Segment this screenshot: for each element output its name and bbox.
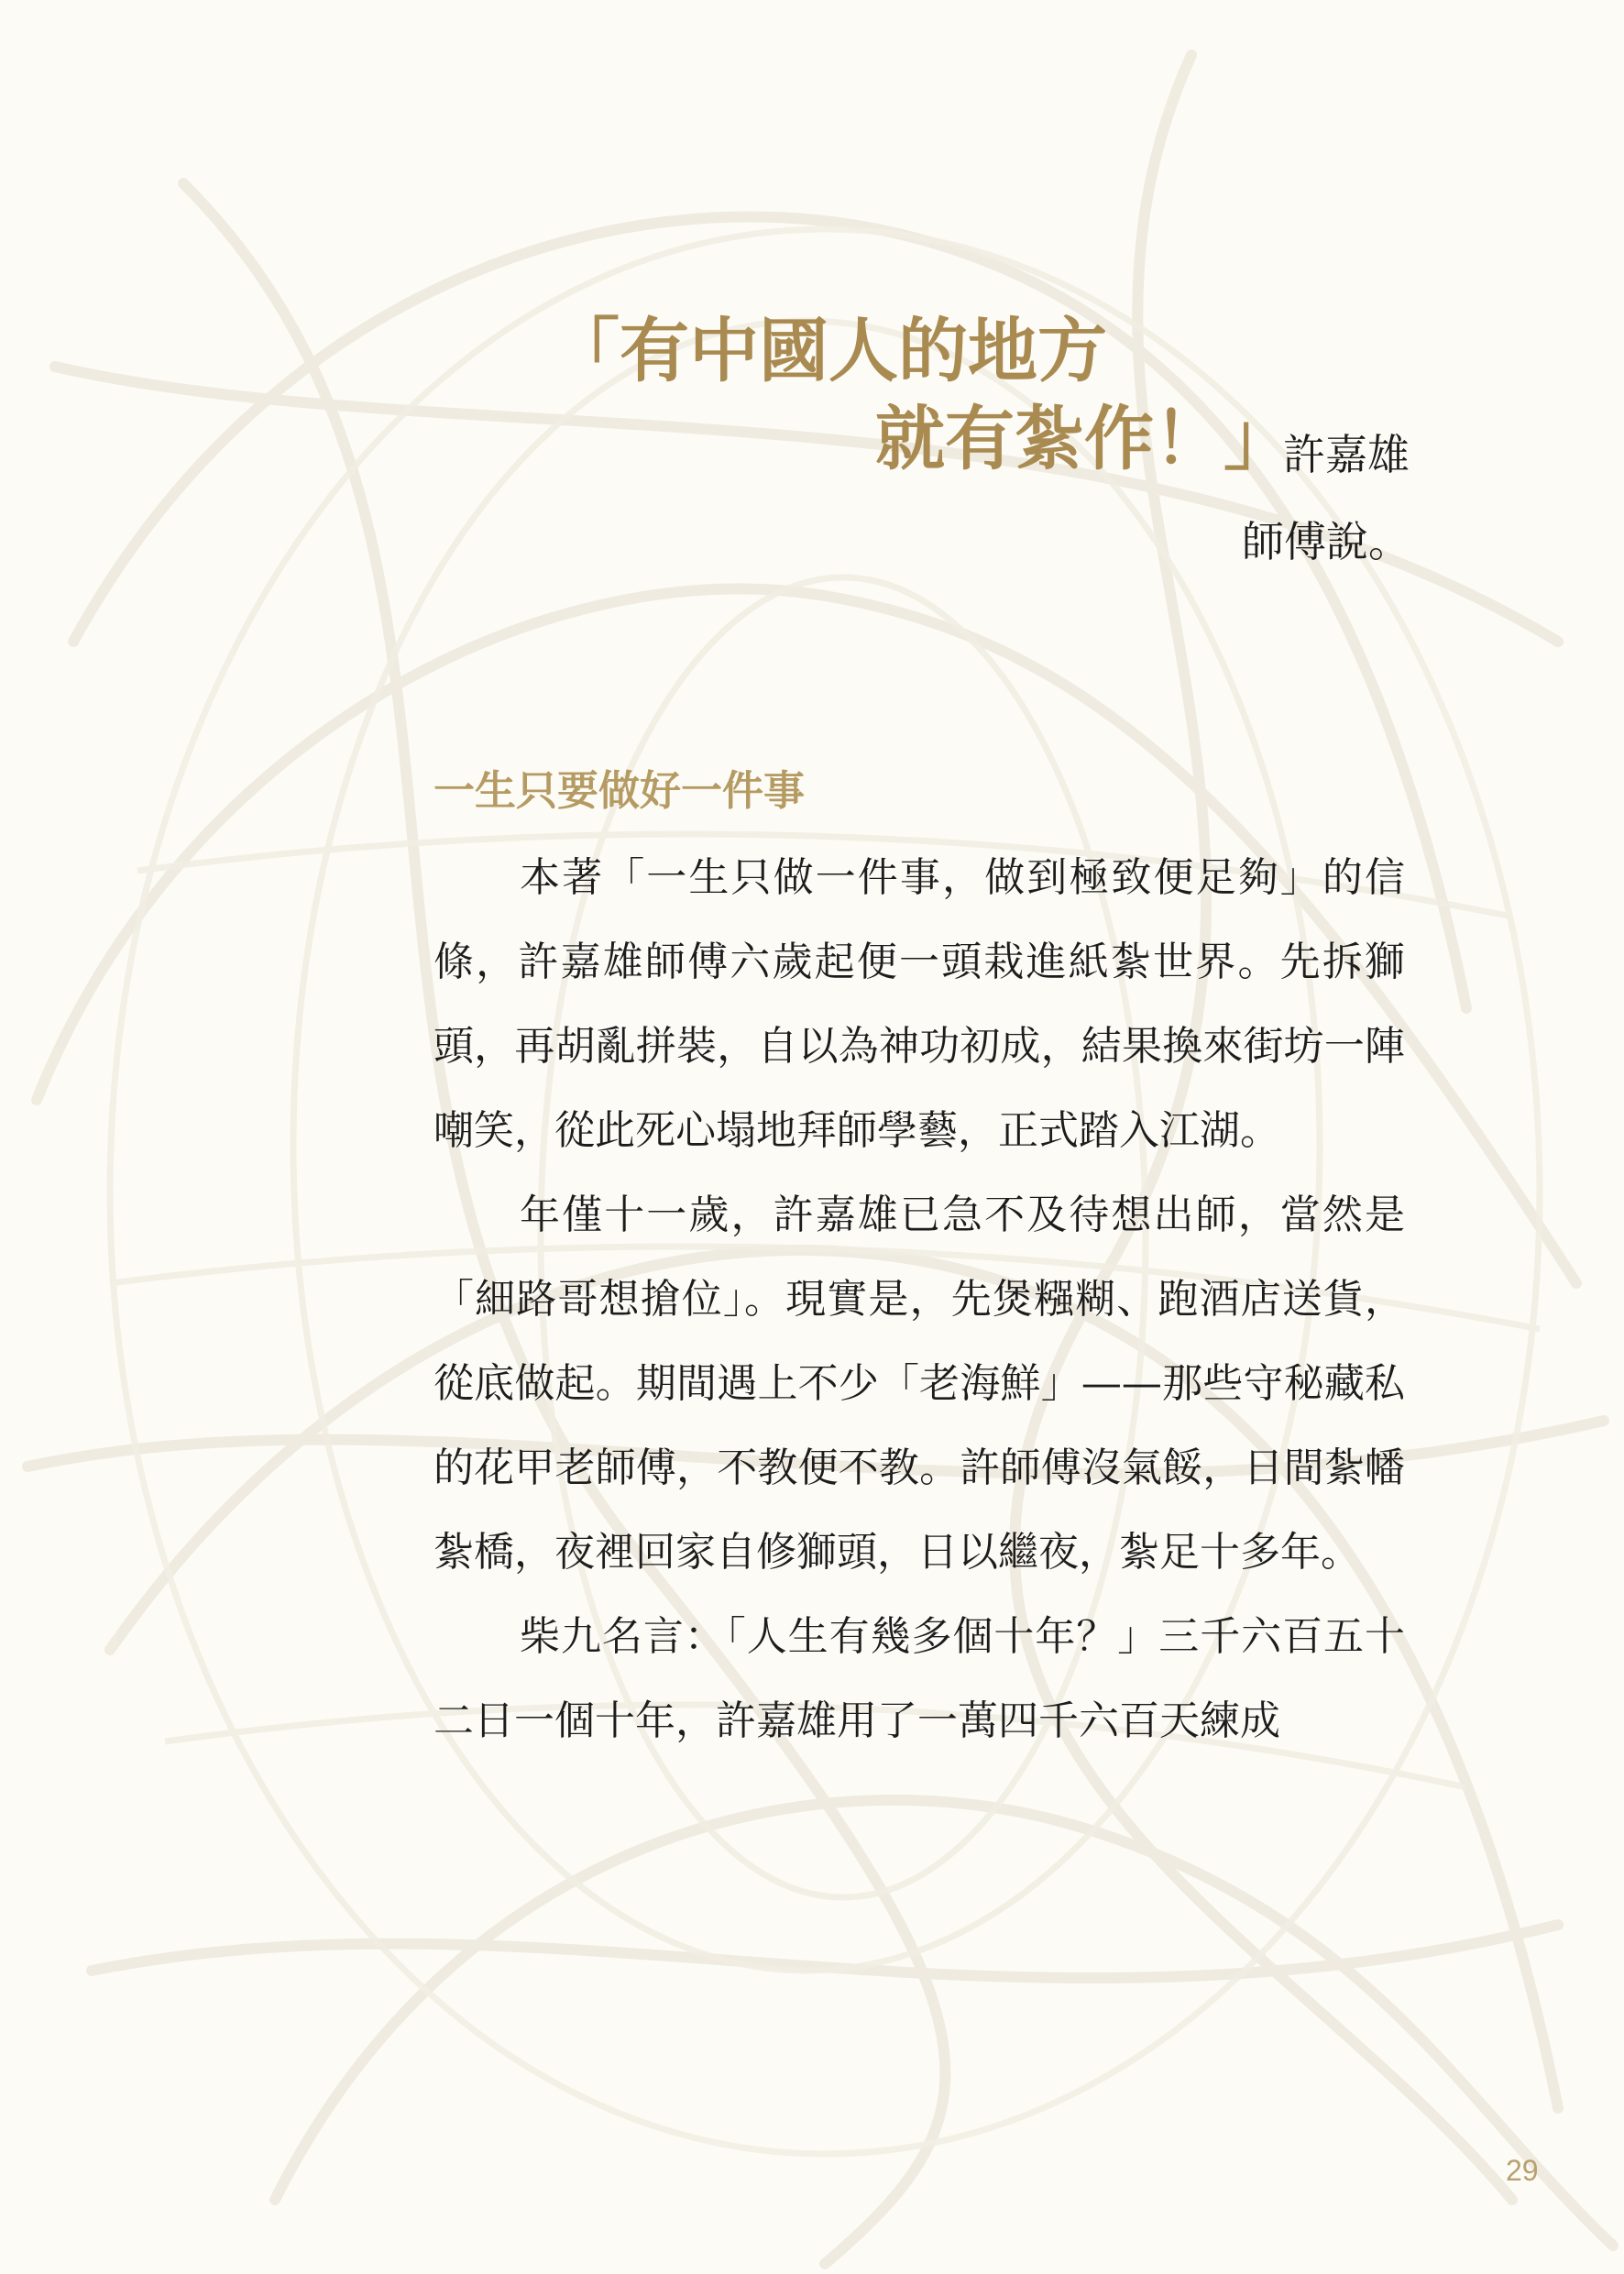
pull-quote-line-2: 就有紮作！」 bbox=[875, 398, 1293, 479]
paragraph: 年僅十一歲，許嘉雄已急不及待想出師，當然是「細路哥想搶位」。現實是，先煲糨糊、跑酒店送貨，從底做起。期間遇上不少「老海鮮」——那些守秘藏私的花甲老師傅，不教便不教。許師傅沒氣餒，日間紮幡紮橋，夜裡回家自修獅頭，日以繼夜，紮足十多年。 bbox=[433, 1192, 1405, 1576]
paragraph: 柴九名言：「人生有幾多個十年？」三千六百五十二日一個十年，許嘉雄用了一萬四千六百天練成 bbox=[433, 1613, 1405, 1744]
page-number: 29 bbox=[1506, 2154, 1539, 2187]
paragraph: 本著「一生只做一件事，做到極致便足夠」的信條，許嘉雄師傅六歲起便一頭栽進紙紮世界。先拆獅頭，再胡亂拼裝，自以為神功初成，結果換來街坊一陣嘲笑，從此死心塌地拜師學藝，正式踏入江湖。 bbox=[433, 854, 1405, 1154]
quote-attribution-line-2: 師傅說。 bbox=[1242, 517, 1410, 566]
article-body bbox=[433, 836, 1405, 1763]
quote-attribution-line-1: 許嘉雄 bbox=[1283, 430, 1410, 479]
pull-quote-line-1: 「有中國人的地方 bbox=[550, 310, 1107, 391]
section-heading: 一生只要做好一件事 bbox=[433, 766, 806, 815]
